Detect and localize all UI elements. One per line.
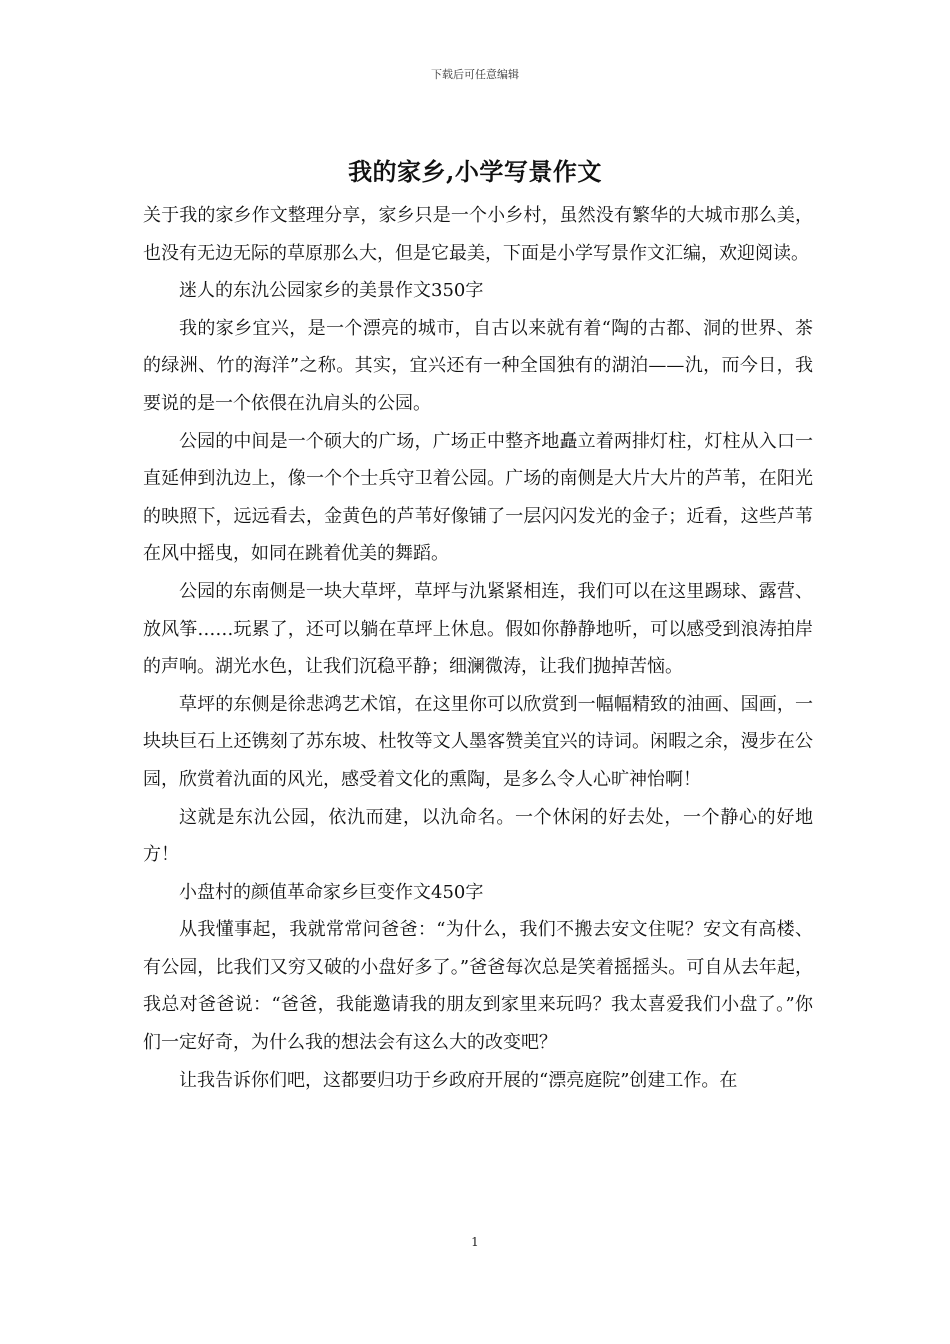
document-title: 我的家乡,小学写景作文	[348, 157, 602, 186]
body-paragraph: 公园的东南侧是一块大草坪，草坪与氿紧紧相连，我们可以在这里踢球、露营、放风筝……玩累了，还可以躺在草坪上休息。假如你静静地听，可以感受到浪涛拍岸的声响。湖光水色，让我们沉稳平静；细澜微涛，让我们抛掉苦恼。	[143, 580, 813, 678]
section-heading: 迷人的东氿公园家乡的美景作文350字	[179, 280, 484, 302]
document-body	[143, 197, 813, 1099]
intro-paragraph: 关于我的家乡作文整理分享，家乡只是一个小乡村，虽然没有繁华的大城市那么美，也没有无边无际的草原那么大，但是它最美，下面是小学写景作文汇编，欢迎阅读。	[143, 205, 813, 264]
page-number: 1	[471, 1235, 479, 1249]
body-paragraph: 我的家乡宜兴，是一个漂亮的城市，自古以来就有着“陶的古都、洞的世界、茶的绿洲、竹的海洋”之称。其实，宜兴还有一种全国独有的湖泊——氿，而今日，我要说的是一个依偎在氿肩头的公园。	[143, 317, 813, 414]
body-paragraph: 这就是东氿公园，依氿而建，以氿命名。一个休闲的好去处，一个静心的好地方！	[143, 806, 813, 866]
body-paragraph: 草坪的东侧是徐悲鸿艺术馆，在这里你可以欣赏到一幅幅精致的油画、国画，一块块巨石上还镌刻了苏东坡、杜牧等文人墨客赞美宜兴的诗词。闲暇之余，漫步在公园，欣赏着氿面的风光，感受着文化的熏陶，是多么令人心旷神怡啊！	[143, 693, 813, 790]
body-paragraph: 让我告诉你们吧，这都要归功于乡政府开展的“漂亮庭院”创建工作。在	[179, 1069, 738, 1091]
section-heading: 小盘村的颜值革命家乡巨变作文450字	[179, 881, 484, 903]
body-paragraph: 从我懂事起，我就常常问爸爸：“为什么，我们不搬去安文住呢？安文有高楼、有公园，比我们又穷又破的小盘好多了。”爸爸每次总是笑着摇摇头。可自从去年起，我总对爸爸说：“爸爸，我能邀请我的朋友到家里来玩吗？我太喜爱我们小盘了。”你们一定好奇，为什么我的想法会有这么大的改变吧？	[143, 919, 813, 1054]
body-paragraph: 公园的中间是一个硕大的广场，广场正中整齐地矗立着两排灯柱，灯柱从入口一直延伸到氿边上，像一个个士兵守卫着公园。广场的南侧是大片大片的芦苇，在阳光的映照下，远远看去，金黄色的芦苇好像铺了一层闪闪发光的金子；近看，这些芦苇在风中摇曳，如同在跳着优美的舞蹈。	[143, 430, 813, 565]
page-header: 下载后可任意编辑	[431, 68, 519, 81]
